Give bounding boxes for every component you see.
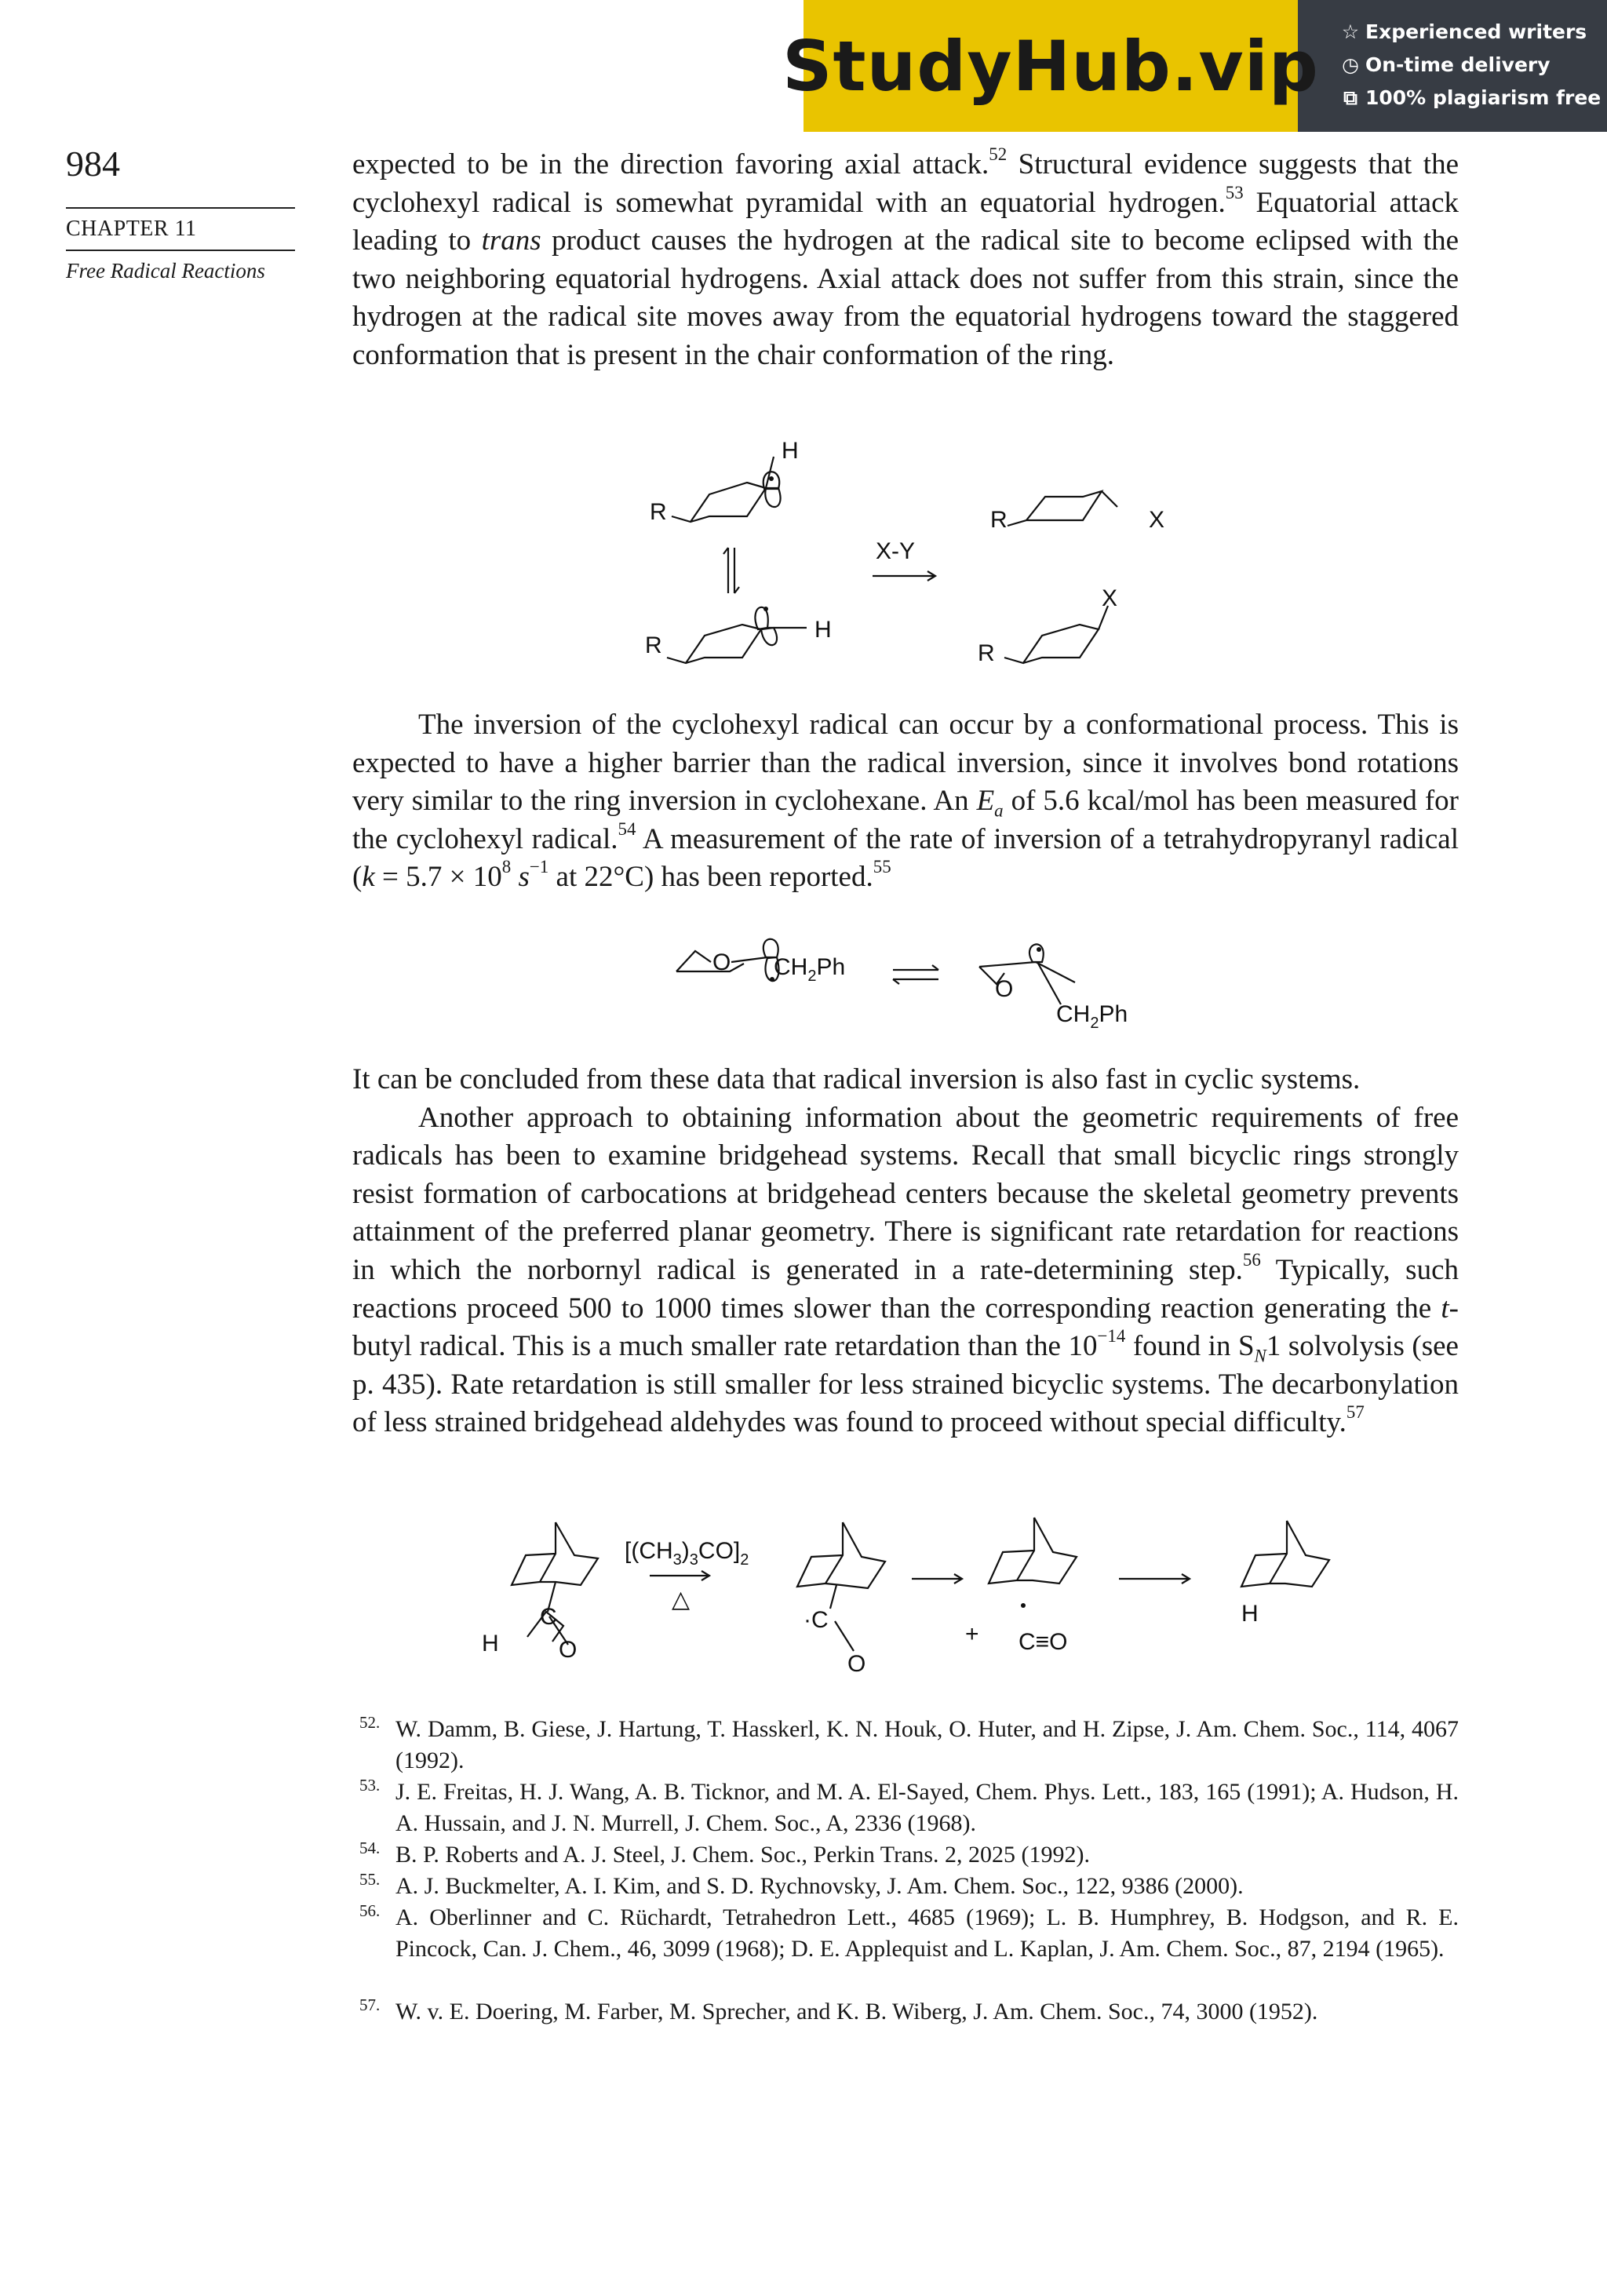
- running-title: Free Radical Reactions: [66, 259, 265, 282]
- label-h: H: [482, 1631, 499, 1656]
- footnote-56: 56. A. Oberlinner and C. Rüchardt, Tetrahedron Lett., 4685 (1969); L. B. Humphrey, B. Hodgson, and R. E. Pincock, Can. J. Chem., 46, 3099 (1968); D. E. Applequist and L. Kaplan, J. Am. Chem. Soc., 87, 2194 (1965).: [359, 1901, 1459, 1962]
- figure-decarbonylation: [471, 1507, 1334, 1679]
- footnote-57: 57. W. v. E. Doering, M. Farber, M. Sprecher, and K. B. Wiberg, J. Am. Chem. Soc., 74, 3000 (1952).: [359, 1995, 1318, 2024]
- label-h: H: [1241, 1601, 1259, 1627]
- footnote-52: 52. W. Damm, B. Giese, J. Hartung, T. Hasskerl, K. N. Houk, O. Huter, and H. Zipse, J. Am. Chem. Soc., 114, 4067 (1992).: [359, 1713, 1459, 1773]
- margin-rule-bottom: [66, 250, 295, 251]
- label-r: R: [978, 640, 995, 666]
- banner-feature-writers: ☆ Experienced writers: [1341, 20, 1587, 43]
- label-x: X: [1102, 585, 1118, 611]
- copy-icon: ⧉: [1343, 86, 1357, 109]
- figure-pyranyl-radical: [667, 934, 1153, 1028]
- label-reagent: $[(CH_3)_3CO]_2$: [625, 1538, 749, 1569]
- label-x: X: [1149, 507, 1165, 533]
- label-ch2ph: $CH_2Ph$: [1056, 1001, 1128, 1028]
- footnote-55: 55. A. J. Buckmelter, A. I. Kim, and S. D. Rychnovsky, J. Am. Chem. Soc., 122, 9386 (2000).: [359, 1870, 1244, 1899]
- banner-logo-text: StudyHub.vip: [782, 25, 1319, 107]
- label-co: C≡O: [1018, 1629, 1068, 1655]
- ad-banner[interactable]: [782, 0, 1607, 132]
- label-o: O: [995, 976, 1014, 1002]
- label-r: R: [650, 499, 667, 525]
- margin-rule-top: [66, 207, 295, 209]
- page-number: 984: [66, 144, 120, 184]
- label-h: H: [782, 439, 799, 464]
- star-icon: ☆: [1341, 20, 1360, 43]
- label-dotc: ·C: [804, 1607, 829, 1633]
- paragraph-bridgehead: It can be concluded from these data that radical inversion is also fast in cyclic systems. Another approach to obtaining information about the geometric requirements of free radicals has been to examine bridgehead systems. Recall that small bicyclic rings strongly resist formation of carbocations at bridgehead centers because the skeletal geometry prevents attainment of the preferred planar geometry. There is significant rate retardation for reactions in which the norbornyl radical is generated in a rate-determining step.$^{56}$ Typically, such reactions proceed 500 to 1000 times slower than the corresponding reaction generating the t-butyl radical. This is a much smaller rate retardation than the $10^{-14}$ found in $S_N1$ solvolysis (see p. 435). Rate retardation is still smaller for less strained bicyclic systems. The decarbonylation of less strained bridgehead aldehydes was found to proceed without special difficulty.$^{57}$: [352, 1063, 1459, 1439]
- banner-feature-delivery: ◷ On-time delivery: [1340, 53, 1551, 76]
- figure-cyclohexyl-radical: [628, 439, 1193, 675]
- label-o: O: [559, 1637, 578, 1663]
- footnote-53: 53. J. E. Freitas, H. J. Wang, A. B. Ticknor, and M. A. El-Sayed, Chem. Phys. Lett., 183, 165 (1991); A. Hudson, H. A. Hussain, and J. N. Murrell, J. Chem. Soc., A, 2336 (1968).: [359, 1776, 1459, 1836]
- label-h: H: [814, 617, 832, 643]
- label-o: O: [712, 949, 731, 975]
- label-r: R: [645, 632, 662, 658]
- clock-icon: ◷: [1342, 53, 1359, 76]
- banner-logo[interactable]: [782, 0, 1319, 132]
- label-plus: +: [965, 1621, 979, 1647]
- delta-icon: △: [672, 1587, 691, 1613]
- label-c: C: [540, 1604, 557, 1630]
- paragraph-axial-attack: expected to be in the direction favoring axial attack.$^{52}$ Structural evidence suggests that the cyclohexyl radical is somewhat pyramidal with an equatorial hydrogen.$^{53}$ Equatorial attack leading to trans product causes the hydrogen at the radical site to become eclipsed with the two neighboring equatorial hydrogens. Axial attack does not suffer from this strain, since the hydrogen at the radical site moves away from the equatorial hydrogens toward the staggered conformation that is present in the chair conformation of the ring.: [352, 144, 1459, 371]
- banner-feature-plagiarism: ⧉ 100% plagiarism free: [1340, 86, 1601, 110]
- label-reagent: X-Y: [876, 538, 916, 564]
- label-o: O: [847, 1651, 866, 1677]
- chapter-label: CHAPTER 11: [66, 217, 197, 241]
- footnote-54: 54. B. P. Roberts and A. J. Steel, J. Chem. Soc., Perkin Trans. 2, 2025 (1992).: [359, 1839, 1091, 1868]
- paragraph-inversion: The inversion of the cyclohexyl radical can occur by a conformational process. This is expected to have a higher barrier than the radical inversion, since it involves bond rotations very similar to the ring inversion in cyclohexane. An $E_a$ of 5.6 kcal/mol has been measured for the cyclohexyl radical.$^{54}$ A measurement of the rate of inversion of a tetrahydropyranyl radical ($k = 5.7 \times 10^8$ $s^{-1}$ at 22°C) has been reported.$^{55}$: [352, 709, 1459, 894]
- label-ch2ph: $CH_2Ph$: [774, 954, 846, 985]
- label-r: R: [990, 507, 1008, 533]
